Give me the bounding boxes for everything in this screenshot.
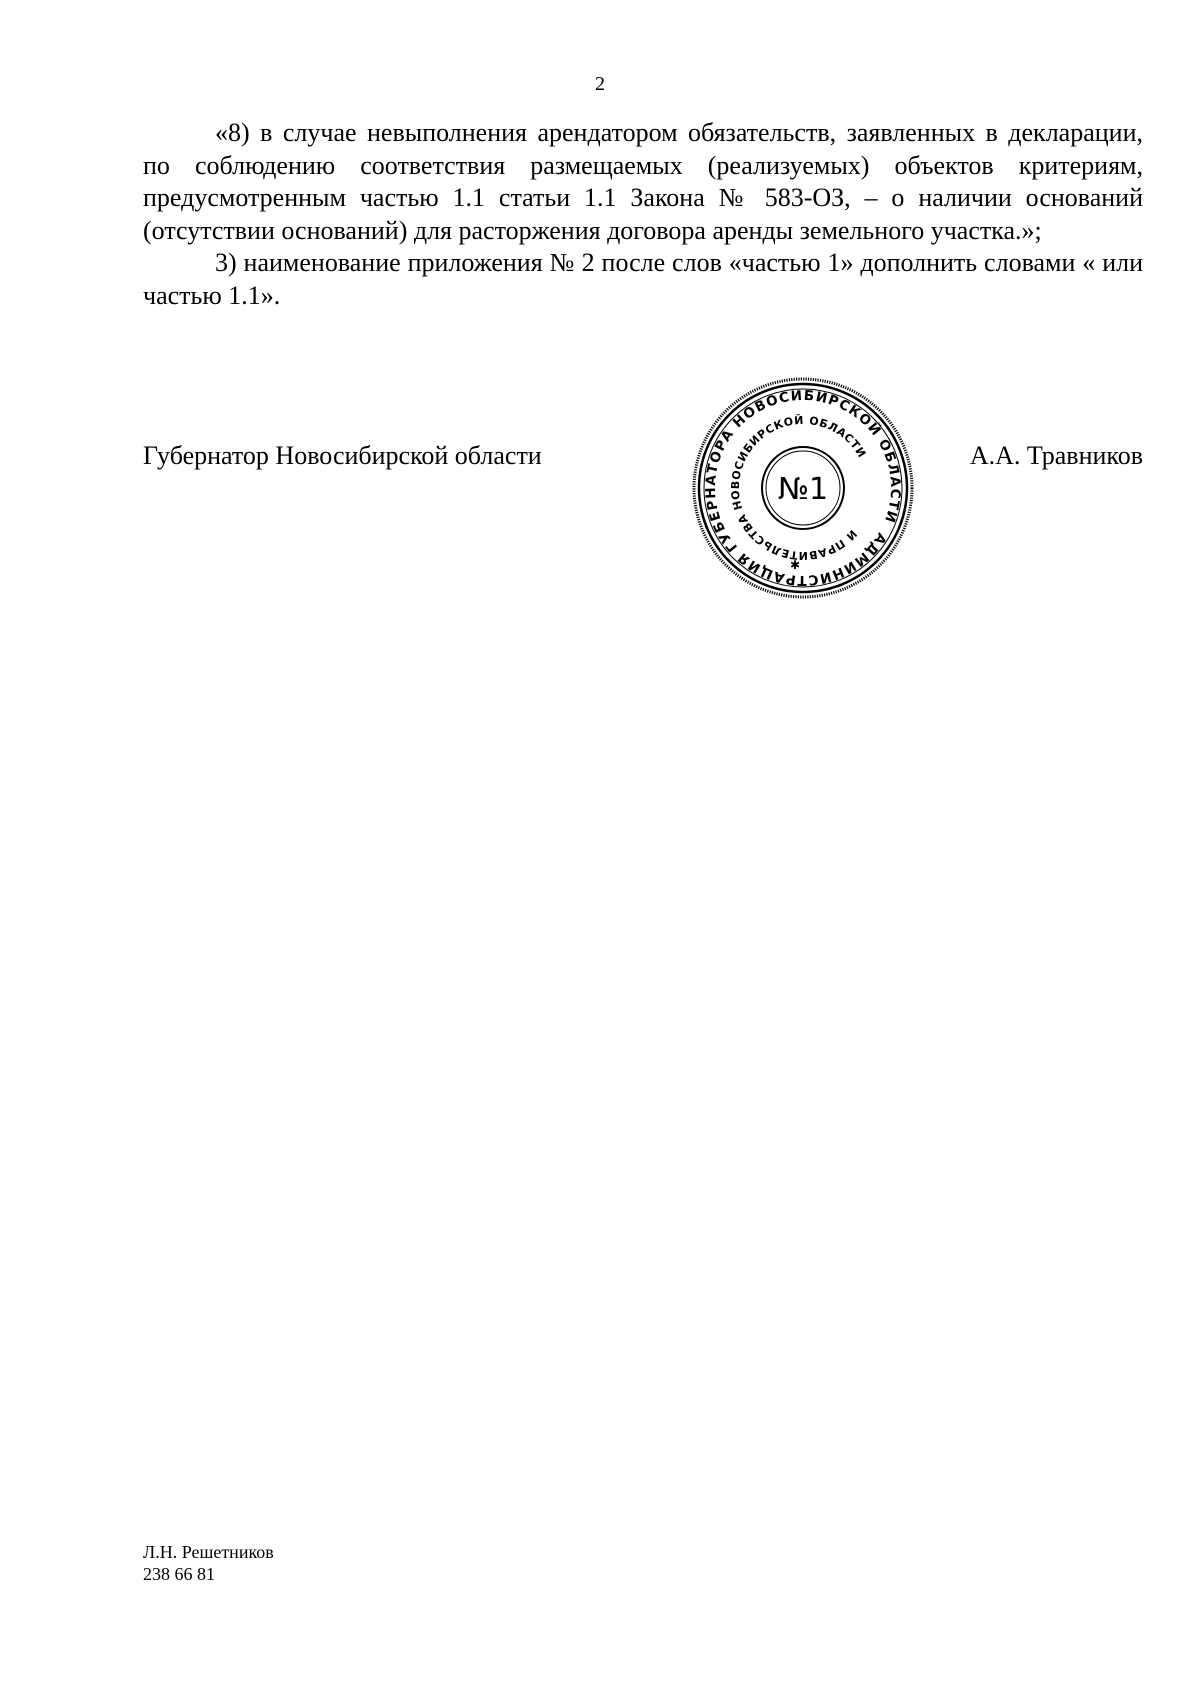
executor-phone: 238 66 81 [143, 1564, 215, 1584]
paragraph-item-8: «8) в случае невыполнения арендатором обязательств, заявленных в декларации, по соблюдению соответствия размещаемых (реализуемых) объектов критериям, предусмотренным частью 1.1 статьи 1.1 Закона № 583-ОЗ, – о наличии оснований (отсутствии оснований) для расторжения договора аренды земельного участка.»; [143, 118, 1143, 245]
signatory-name: А.А. Травников [969, 441, 1143, 470]
page-number: 2 [595, 73, 605, 95]
paragraph-item-3: 3) наименование приложения № 2 после слов «частью 1» дополнить словами « или частью 1.1». [143, 248, 1143, 310]
signature-block [143, 440, 1143, 480]
seal-center-number: №1 [777, 472, 829, 507]
official-seal [690, 375, 916, 601]
document-body [143, 117, 1143, 312]
executor-block [143, 1541, 274, 1585]
executor-name: Л.Н. Решетников [143, 1542, 274, 1562]
seal-outer-text: АДМИНИСТРАЦИЯ ГУБЕРНАТОРА НОВОСИБИРСКОЙ ОБЛАСТИ [702, 387, 904, 589]
signatory-position: Губернатор Новосибирской области [143, 441, 542, 470]
seal-inner-text: И ПРАВИТЕЛЬСТВА НОВОСИБИРСКОЙ ОБЛАСТИ [728, 413, 869, 563]
seal-star-icon: ✱ [790, 558, 801, 572]
